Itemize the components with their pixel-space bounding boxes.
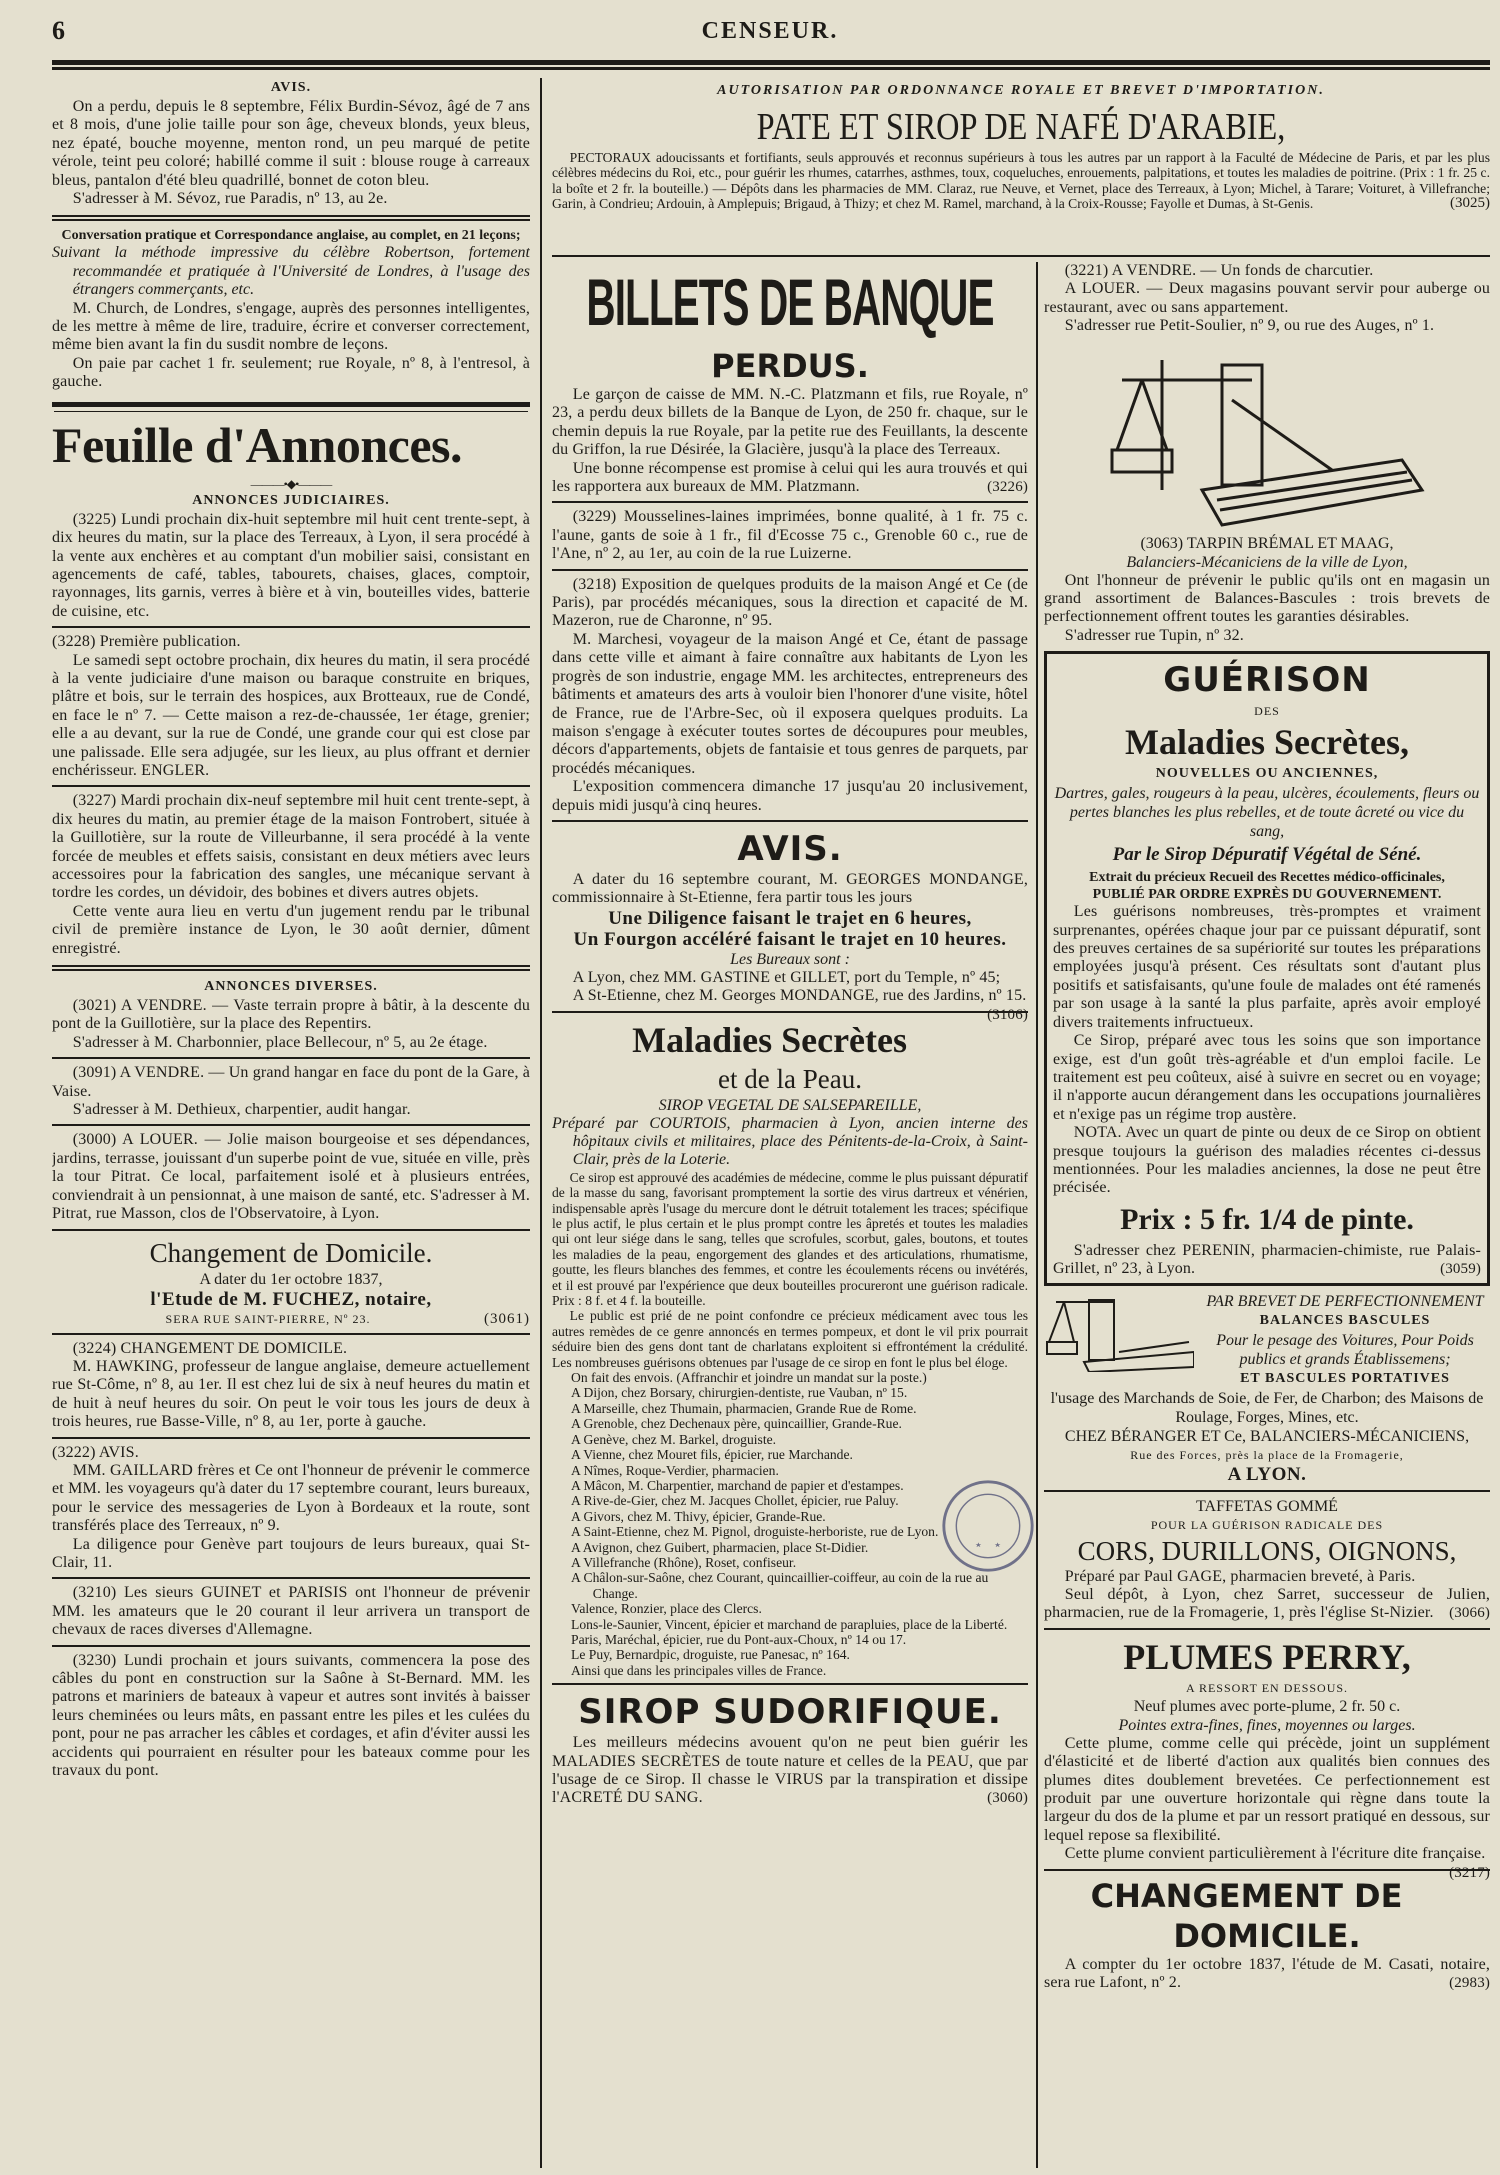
paragraph [52,1444,530,1462]
display-title [571,262,1009,367]
reference-number: (2983) [1449,1975,1490,1992]
paragraph [1044,1735,1490,1845]
divider [52,626,530,628]
italic-paragraph [552,1115,1028,1170]
text: Ont l'honneur de prévenir le public qu'ils ont en magasin un grand assortiment de Balances-Bascules : trois brevets de perfectionnement offrent toutes les garanties désirables. [1044,571,1490,626]
paragraph [52,903,530,958]
text: A Avignon, chez Guibert, pharmacien, place St-Didier. [571,1539,869,1555]
text: On paie par cachet 1 fr. seulement; rue Royale, nº 8, à l'entresol, à gauche. [52,354,530,391]
paragraph [52,1536,530,1573]
paragraph [52,355,530,392]
text: A Givors, chez M. Thivy, épicier, Grande-Rue. [571,1508,826,1524]
paragraph [1044,1956,1490,1993]
paragraph [552,969,1028,987]
text: Changement de Domicile. [149,1237,433,1268]
text: PLUMES PERRY, [1123,1636,1411,1677]
column-divider [540,78,542,2168]
depot-list-item [552,1447,1028,1462]
display-title [552,827,1028,871]
subheading [1053,869,1481,886]
divider [52,1437,530,1439]
paragraph [52,1358,530,1432]
text: A Genève, chez M. Barkel, droguiste. [571,1431,777,1447]
text: A Lyon, chez MM. GASTINE et GILLET, port du Temple, nº 45; [572,968,1001,986]
nafe-advertisement [552,78,1490,250]
divider [52,1333,530,1335]
text: A Nîmes, Roque-Verdier, pharmacien. [571,1462,779,1478]
text: (3222) AVIS. [52,1443,139,1461]
display-title [552,1690,1028,1734]
text: POUR LA GUÉRISON RADICALE DES [1150,1517,1384,1532]
centered-line [1044,534,1490,553]
divider [52,1645,530,1647]
text: GUÉRISON [1163,660,1371,701]
text: (3228) Première publication. [52,633,241,651]
thick-divider [52,402,530,407]
paragraph [1044,262,1490,280]
display-title [52,413,530,477]
text: Préparé par Paul GAGE, pharmacien breveté, à Paris. [1064,1567,1416,1585]
text: A Grenoble, chez Dechenaux père, quincaillier, Grande-Rue. [571,1416,902,1432]
text: Une bonne récompense est promise à celui qui les aura trouvés et qui les rapportera aux bureaux de MM. Platzmann. [552,459,1028,496]
text: S'adresser à M. Dethieux, charpentier, audit hangar. [72,1101,411,1119]
small-paragraph [552,1308,1028,1370]
text: Cette plume, comme celle qui précède, joint un supplément d'élasticité et de liberté d'action aux qualités bien connues des plumes dites doublement brevetées. Ce perfectionnement est produit par une ouverture horizontale qui règne dans toute la largeur du dos de la plume et par un ressort pratiqué en dessous, sur lequel repose sa flexibilité. [1044,1734,1490,1844]
double-divider [52,215,530,217]
paragraph [52,1131,530,1223]
reference-number: (3106) [987,1006,1028,1023]
text: Pointes extra-fines, fines, moyennes ou larges. [1118,1716,1416,1734]
column-2 [552,262,1028,2168]
text: CHANGEMENT DE DOMICILE. [1090,1876,1403,1955]
divider [52,785,530,787]
depot-list-item [552,1432,1028,1447]
divider [1044,1490,1490,1492]
text: DES [1254,704,1280,719]
paragraph [552,508,1028,563]
text: Ce sirop est approuvé des académies de médecine, comme le plus puissant dépuratif de la masse du sang, favorisant promptement la sortie des virus dartreux et vénérien, indispensable après l'usage du mercure dont le détruit totalement les traces; spécifique le plus actif, le plus certain et le plus prompt contre les âpretés et toutes les maladies qui ont leur siége dans le sang, telles que scrofules, scorbut, gales, boutons, et toutes les maladies de la peau, engorgement des glandes et des articulations, rhumatisme, goutte, les fleurs blanches des femmes, et contre les écoulements récens ou invétérés, et il est prouvé par l'expérience que deux bouteilles procureront une guérison radicale. Prix : 8 f. et 4 f. la bouteille. [552,1169,1028,1309]
text: Neuf plumes avec porte-plume, 2 fr. 50 c. [1133,1697,1401,1715]
subheading [1053,886,1481,903]
text: A St-Etienne, chez M. Georges MONDANGE, rue des Jardins, nº 15. [572,987,1027,1005]
paragraph [52,997,530,1034]
reference-number: (3061) [484,1310,530,1327]
text: (3224) CHANGEMENT DE DOMICILE. [72,1339,348,1357]
depot-list-item [552,1647,1028,1662]
display-subtitle [552,1062,1028,1096]
text: PAR BREVET DE PERFECTIONNEMENT [1206,1292,1484,1310]
text: A Vienne, chez Mouret fils, épicier, rue Marchande. [571,1447,853,1463]
paragraph [552,631,1028,778]
divider [1044,1869,1490,1871]
small-caps-line [1044,1516,1490,1534]
paragraph [1053,1124,1481,1198]
divider [52,1057,530,1059]
text: La diligence pour Genève part toujours de leurs bureaux, quai St-Clair, 11. [52,1535,530,1571]
reference-number: (3059) [1440,1261,1481,1278]
depot-list-item [552,1416,1028,1431]
text: A dater du 1er octobre 1837, [199,1270,383,1288]
text: Dartres, gales, rougeurs à la peau, ulcères, écoulements, fleurs ou pertes blanches les plus rebelles, et de toute âcreté ou vice du sang, [1054,785,1480,841]
page-number: 6 [52,16,65,45]
text: CORS, DURILLONS, OIGNONS, [1077,1535,1457,1566]
text: A Saint-Etienne, chez M. Pignol, droguiste-herboriste, rue de Lyon. [571,1524,939,1540]
text: ———•◆•——— [250,476,332,491]
text: S'adresser à M. Sévoz, rue Paradis, nº 13, au 2e. [72,190,388,208]
masthead: CENSEUR. [701,18,839,44]
text: (3218) Exposition de quelques produits de la maison Angé et Ce (de Paris), par procédés mécaniques, sous la direction et capacité de M. Mazeron, rue de Charonne, nº 95. [552,575,1028,630]
text: Valence, Ronzier, place des Clercs. [571,1601,762,1617]
text: S'adresser à M. Charbonnier, place Bellecour, nº 5, au 2e étage. [72,1033,488,1051]
paragraph [1044,1845,1490,1881]
text: NOTA. Avec un quart de pinte ou deux de ce Sirop on obtient presque toujours la guérison des maladies récentes ci-dessus mentionnées. Pour les maladies anciennes, la dose ne peut être précisée. [1053,1124,1481,1197]
paragraph [552,778,1028,815]
text: NOUVELLES OU ANCIENNES, [1155,766,1379,782]
reference-number: (3025) [1450,195,1490,212]
divider [52,1577,530,1579]
reference-number: (3060) [987,1790,1028,1807]
text: A RESSORT EN DESSOUS. [1185,1680,1349,1695]
price-line [1053,1198,1481,1242]
text: A Villefranche (Rhône), Roset, confiseur. [571,1554,797,1570]
depot-list-item [552,1570,1028,1601]
small-caps-line [1044,1446,1490,1464]
small-caps-line [52,1310,530,1328]
paragraph [1053,1242,1481,1279]
text: Cette vente aura lieu en vertu d'un jugement rendu par le tribunal civil de première instance de Lyon, le 30 août dernier, dûment enregistré. [52,902,530,957]
section-heading [1053,764,1481,784]
text: On fait des envois. (Affranchir et joindre un mandat sur la poste.) [571,1370,927,1386]
divider [52,1229,530,1231]
text: Rue des Forces, près la place de la Fromagerie, [1130,1447,1404,1462]
text: Feuille d'Annonces. [52,416,462,473]
paragraph [1053,903,1481,1032]
small-caps-line [1053,702,1481,720]
display-title [1053,658,1481,702]
section-heading [1044,1369,1490,1389]
display-title [1044,1635,1490,1679]
paragraph [1044,317,1490,335]
small-paragraph [552,150,1490,212]
text: (3091) A VENDRE. — Un grand hangar en face du pont de la Gare, à Vaise. [52,1064,530,1100]
text: Balanciers-Mécaniciens de la ville de Lyon, [1126,553,1408,571]
text: Suivant la méthode impressive du célèbre Robertson, fortement recommandée et pratiquée à l'Université de Londres, à l'usage des étrangers commerçants, etc. [52,244,530,299]
paragraph [1053,1032,1481,1124]
centered-line [1044,1497,1490,1516]
depot-list-item [552,1401,1028,1416]
text: CHEZ BÉRANGER ET Ce, BALANCIERS-MÉCANICIENS, [1064,1427,1470,1445]
text: (3227) Mardi prochain dix-neuf septembre mil huit cent trente-sept, à dix heures du matin, au premier étage de la maison Fontrobert, située à la Guillotière, sur la route de Villeurbanne, il sera procédé à la vente forcée de meubles et effets saisis, consistant en deux métiers avec leurs accessoires pour la fabrication des sangles, une mécanique servant à tordre les cordes, un dévidoir, des bobines et divers autres objets. [52,792,530,902]
text: Maladies Secrètes [632,1019,907,1060]
small-caps-line [1044,1679,1490,1697]
depot-list-item [552,1632,1028,1647]
text: Extrait du précieux Recueil des Recettes médico-officinales, [1089,870,1445,886]
text: PUBLIÉ PAR ORDRE EXPRÈS DU GOUVERNEMENT. [1092,887,1442,903]
text: On a perdu, depuis le 8 septembre, Félix Burdin-Sévoz, âgé de 7 ans et 8 mois, d'une jolie taille pour son âge, cheveux blonds, yeux bleus, nez épaté, bouche moyenne, menton rond, un peu marqué de petite vérole, teint peu coloré; habillé comme il suit : blouse rouge à carreaux bleus, pantalon d'été bleu quadrillé, bonnet de coton bleu. [52,98,530,189]
italic-paragraph [52,244,530,299]
text: A Rive-de-Gier, chez M. Jacques Chollet, épicier, rue Paluy. [571,1493,899,1509]
text: A Mâcon, M. Charpentier, marchand de papier et d'estampes. [571,1477,904,1493]
text: Le garçon de caisse de MM. N.-C. Platzmann et fils, rue Royale, nº 23, a perdu deux billets de la Banque de Lyon, de 250 fr. chaque, sur le chemin depuis la rue Royale, par la petite rue des Feuillants, la descente du Griffon, la rue Désirée, la Glacière, jusqu'à la place des Terreaux. [552,386,1028,459]
text: Pour le pesage des Voitures, Pour Poids publics et grands Établissemens; [1216,1331,1474,1368]
text: Le samedi sept octobre prochain, dix heures du matin, il sera procédé à la vente judiciaire d'une maison ou baraque construite en briques, plâtre et bois, sur le terrain des hospices, aux Brotteaux, rue de Condé, en face le nº 7. — Cette maison a rez-de-chaussée, 1er étage, grenier; elle a au devant, sur la rue de Condé, une grande cour qui est close par une palissade. Elle sera adjugée, sur les lieux, au plus offrant et dernier enchérisseur. ENGLER. [52,651,530,779]
text: Le Puy, Bernardpic, droguiste, rue Panesac, nº 164. [571,1647,850,1663]
divider [52,1124,530,1126]
text: A compter du 1er octobre 1837, l'étude de M. Casati, notaire, sera rue Lafont, nº 2. [1044,1955,1490,1992]
centered-line [52,1270,530,1289]
guerison-advertisement-box [1044,651,1490,1285]
paragraph [52,1584,530,1639]
section-heading [52,491,530,511]
text: Par le Sirop Dépuratif Végétal de Séné. [1112,844,1422,866]
text: TAFFETAS GOMMÉ [1196,1497,1338,1515]
centered-line [1044,1389,1490,1427]
text: AUTORISATION PAR ORDONNANCE ROYALE ET BREVET D'IMPORTATION. [717,83,1325,98]
display-title [622,104,1419,150]
weighing-scale-icon [1102,340,1432,530]
bold-centered-line [552,908,1028,929]
text: Lons-le-Saunier, Vincent, épicier et marchand de parapluies, place de la Liberté. [571,1616,1008,1632]
paragraph [52,98,530,190]
paragraph [52,652,530,781]
text: Paris, Maréchal, épicier, rue du Pont-aux-Choux, nº 14 ou 17. [571,1631,907,1647]
depot-list-item [552,1617,1028,1632]
text: ANNONCES DIVERSES. [204,979,378,995]
text: Les guérisons nombreuses, très-promptes et vraiment surprenantes, opérées chaque jour par ce puissant dépuratif, sont des preuves certaines de sa supériorité sur toutes les préparations employées jusqu'à présent. Ces résultats sont d'autant plus positifs et satisfaisants, qu'une foule de malades ont été ramenés par son usage à la santé la plus parfaite, après avoir employé divers traitements infructueux. [1053,903,1481,1031]
text: AVIS. [270,80,312,95]
text: Le public est prié de ne point confondre ce précieux médicament avec tous les autres remèdes de ce genre annoncés en termes pompeux, et dont le vil prix pourrait séduire bien des gens dont tant de charlatans exploitent si effrontément la crédulité. Les nombreuses guérisons obtenues par l'usage de ce sirop en font le plus bel éloge. [552,1308,1028,1370]
text: A LOUER. — Deux magasins pouvant servir pour auberge ou restaurant, avec ou sans appartement. [1044,280,1490,316]
text: et de la Peau. [718,1063,862,1094]
double-divider [52,965,530,967]
ornament [52,477,530,491]
text: AVIS. [737,828,843,869]
depot-list-item [552,1385,1028,1400]
text: Conversation pratique et Correspondance anglaise, au complet, en 21 leçons; [61,228,521,244]
italic-centered-line [1053,784,1481,841]
paragraph [52,190,530,208]
text: PATE ET SIROP DE NAFÉ D'ARABIE, [756,106,1286,148]
depot-list-item [552,1370,1028,1385]
text: Ce Sirop, préparé avec tous les soins que son importance exige, est d'un goût très-agréable et d'un emploi facile. Le traitement est peu coûteux, aisé à suivre en secret ou en voyage; il n'apporte aucun dérangement dans les occupations journalières et n'exige pas un régime trop austère. [1053,1032,1481,1123]
text: SIROP SUDORIFIQUE. [578,1692,1002,1733]
text: Un Fourgon accéléré faisant le trajet en 10 heures. [573,928,1007,950]
paragraph [552,576,1028,631]
text: A Châlon-sur-Saône, chez Courant, quincaillier-coiffeur, au coin de la rue au Change. [571,1570,989,1601]
display-title [1044,1876,1490,1956]
divider [552,1011,1028,1013]
text: S'adresser rue Petit-Soulier, nº 9, ou rue des Auges, nº 1. [1064,317,1435,335]
text: (3000) A LOUER. — Jolie maison bourgeoise et ses dépendances, jardins, terrasse, jouissant d'un superbe point de vue, située en ville, près la tour Pitrat. Ce local, parfaitement isolé et à plusieurs entrées, conviendrait à un pensionnat, à une maison de santé, etc. S'adresser à M. Pitrat, rue Masson, clos de l'Observatoire, à Lyon. [52,1131,530,1223]
paragraph [1044,627,1490,645]
subheading [52,227,530,244]
text: Une Diligence faisant le trajet en 6 heures, [608,907,972,929]
text: (3221) A VENDRE. — Un fonds de charcutier. [1064,262,1374,279]
text: Ainsi que dans les principales villes de France. [571,1662,827,1678]
blackletter-line [1053,841,1481,869]
centered-line [1044,1697,1490,1716]
paragraph [552,987,1028,1023]
text: Prix : 5 fr. 1/4 de pinte. [1120,1202,1414,1236]
bold-centered-line [1044,1464,1490,1485]
text: ET BASCULES PORTATIVES [1240,1370,1450,1386]
text: (3225) Lundi prochain dix-huit septembre mil huit cent trente-sept, à dix heures du matin, sur la place des Terreaux, à Lyon, il sera procédé à la vente aux enchères et au comptant d'un mobilier saisi, consistant en agencements de café, tables, tabourets, chaises, glaces, comptoir, rayonnages, lits garnis, verres à bière et à vin, bouteilles vides, batterie de cuisine, etc. [52,510,530,620]
paragraph [1044,1568,1490,1586]
text: SERA RUE SAINT-PIERRE, Nº 23. [165,1311,371,1326]
bold-centered-line [552,929,1028,950]
decorative-heading [552,78,1490,104]
library-stamp-icon [940,1478,1036,1574]
text: A dater du 16 septembre courant, M. GEORGES MONDANGE, commissionnaire à St-Etienne, fera partir tous les jours [552,870,1028,907]
text: (3021) A VENDRE. — Vaste terrain propre à bâtir, à la descente du pont de la Guillotière, sur la place des Repentirs. [52,997,530,1033]
text: (3229) Mousselines-laines imprimées, bonne qualité, à 1 fr. 75 c. l'aune, gants de soie à 1 fr., fil d'Ecosse 75 c., Grenoble 60 c., rue de l'Ane, nº 2, au 1er, au coin de la rue Luizerne. [552,508,1028,563]
text: A Dijon, chez Borsary, chirurgien-dentiste, rue Vauban, nº 15. [571,1385,908,1401]
paragraph [52,511,530,621]
paragraph [1044,1586,1490,1623]
centered-line [1044,1427,1490,1446]
depot-list-item [552,1601,1028,1616]
depot-list-item [552,1663,1028,1678]
text: M. Church, de Londres, s'engage, auprès des personnes intelligentes, de les mettre à même de lire, traduire, écrire et converser correctement, même bien avant la fin du susdit nombre de leçons. [52,299,530,354]
text: BALANCES BASCULES [1259,1312,1431,1328]
bold-centered-line [52,1289,530,1310]
italic-centered-line [552,950,1028,969]
display-subtitle [1044,1534,1490,1568]
text: S'adresser chez PERENIN, pharmacien-chimiste, rue Palais-Grillet, nº 23, à Lyon. [1053,1241,1481,1278]
text: (3210) Les sieurs GUINET et PARISIS ont l'honneur de prévenir MM. les amateurs que le 20 courant il leur arrivera un transport de chevaux de races diverses d'Allemagne. [52,1584,530,1639]
display-title [1053,720,1481,764]
divider [552,820,1028,822]
header-rule [52,60,1490,67]
text: Cette plume convient particulièrement à l'écriture dite française. [1064,1845,1486,1863]
divider [552,569,1028,571]
paragraph [552,871,1028,908]
section-rule [552,255,1490,257]
text: BILLETS DE BANQUE [586,266,994,340]
text: Les Bureaux sont : [730,950,850,968]
page-header [52,10,1488,60]
paragraph [52,1034,530,1052]
text: PECTORAUX adoucissants et fortifiants, seuls approuvés et reconnus supérieurs à tous les autres par un rapport à la Faculté de Médecine de Paris, et par les plus célèbres médecins du Roi, etc., pour guérir les rhumes, catarrhes, asthmes, toux, coqueluches, enrouements, palpitations, et toutes les maladies de poitrine. (Prix : 1 fr. 25 c. la boîte et 2 fr. la bouteille.) — Dépôts dans les pharmacies de MM. Claraz, rue Neuve, et Vernet, place des Terreaux, à Lyon; Michel, à Tarare; Voituret, à Villefranche; Garin, à Condrieu; Ardouin, à Amplepuis; Brigaud, à Thizy; et chez M. Ramel, marchand, à la Croix-Rousse; Fayolle et Dumas, à St-Genis. [552,150,1490,212]
italic-centered-line [1044,553,1490,572]
paragraph [552,386,1028,460]
paragraph [1044,280,1490,317]
text: M. Marchesi, voyageur de la maison Angé et Ce, étant de passage dans cette ville et aimant à faire connaître aux habitants de Lyon les progrès de son industrie, engage MM. les architectes, entrepreneurs des bâtiments et amateurs des arts à vouloir bien l'honorer d'une visite, hôtel de France, rue de l'Arbre-Sec, où il exposera quelques produits. La maison s'engage à exécuter toutes sortes de découpures pour meubles, décors d'appartements, objets de fantaisie et tous genres de parquets, par procédés mécaniques. [552,630,1028,777]
display-title [552,1018,1028,1062]
text: S'adresser rue Tupin, nº 32. [1064,626,1244,644]
divider [552,1683,1028,1685]
text: A Marseille, chez Thumain, pharmacien, Grande Rue de Rome. [571,1400,917,1416]
text: l'Etude de M. FUCHEZ, notaire, [150,1288,432,1310]
column-1 [52,78,530,2168]
text: ANNONCES JUDICIAIRES. [192,492,390,508]
paragraph [1044,572,1490,627]
reference-number: (3226) [987,479,1028,496]
depot-list-item [552,1463,1028,1478]
text: l'usage des Marchands de Soie, de Fer, de Charbon; des Maisons de Roulage, Forges, Mines, etc. [1050,1389,1484,1426]
paragraph [52,633,530,651]
display-subtitle [52,1236,530,1270]
platform-scale-icon [1044,1292,1194,1372]
text: Les meilleurs médecins avouent qu'on ne peut bien guérir les MALADIES SECRÈTES de toute nature et celles de la PEAU, que par l'usage de ce Sirop. Il chasse le VIRUS par la transpiration et dissipe l'ACRETÉ DU SANG. [552,1734,1028,1807]
italic-centered-line [1044,1716,1490,1735]
paragraph [552,1734,1028,1808]
text: Seul dépôt, à Lyon, chez Sarret, successeur de Julien, pharmacien, rue de la Fromagerie, 1, près l'église St-Nizier. [1044,1585,1490,1622]
text: MM. GAILLARD frères et Ce ont l'honneur de prévenir le commerce et MM. les voyageurs qu'à dater du 17 septembre courant, leurs bureaux, pour le service des messageries de Lyon à Bordeaux et la route, sont transférés place des Terreaux, nº 9. [52,1461,530,1535]
paragraph [52,1462,530,1536]
text: (3063) TARPIN BRÉMAL ET MAAG, [1140,534,1394,552]
text: SIROP VEGETAL DE SALSEPAREILLE, [658,1096,922,1114]
reference-number: (3066) [1449,1605,1490,1622]
reference-number: (3217) [1449,1864,1490,1881]
italic-centered-line [552,1096,1028,1115]
text: Préparé par COURTOIS, pharmacien à Lyon, ancien interne des hôpitaux civils et militaires, place des Pénitents-de-la-Croix, à Saint-Clair, près de la Loterie. [552,1114,1028,1169]
small-paragraph [552,1170,1028,1309]
section-heading [52,78,530,98]
paragraph [52,792,530,902]
paragraph [52,300,530,355]
paragraph [52,1652,530,1781]
text: L'exposition commencera dimanche 17 jusqu'au 20 inclusivement, depuis midi jusqu'à cinq heures. [552,778,1028,814]
column-divider [1036,262,1038,2168]
text: PERDUS. [711,347,869,385]
section-heading [52,977,530,997]
text: M. HAWKING, professeur de langue anglaise, demeure actuellement rue St-Côme, nº 8, au 1er. Il est chez lui de six à neuf heures du matin et de huit à neuf heures du soir. On peut le voir tous les jours de deux à trois heures, rue Basse-Ville, nº 8, au 1er, porte à gauche. [52,1357,530,1431]
text: A LYON. [1227,1463,1307,1485]
text: (3230) Lundi prochain et jours suivants, commencera la pose des câbles du pont en construction sur la Saône à St-Bernard. MM. les patrons et mariniers de bateaux à vapeur et autres sont invités à baisser leurs cheminées ou leurs mâts, en passant entre les piles et les culées du pont, pour ne pas arracher les câbles et cordages, et afin d'éviter aussi les accidents qui pourraient en résulter pour les bateaux comme pour les travaux du pont. [52,1651,530,1780]
paragraph [52,1340,530,1358]
column-3 [1044,262,1490,2168]
divider [552,501,1028,503]
divider [1044,1628,1490,1630]
text: Maladies Secrètes, [1125,722,1409,763]
paragraph [52,1101,530,1119]
paragraph [52,1064,530,1101]
paragraph [552,460,1028,497]
